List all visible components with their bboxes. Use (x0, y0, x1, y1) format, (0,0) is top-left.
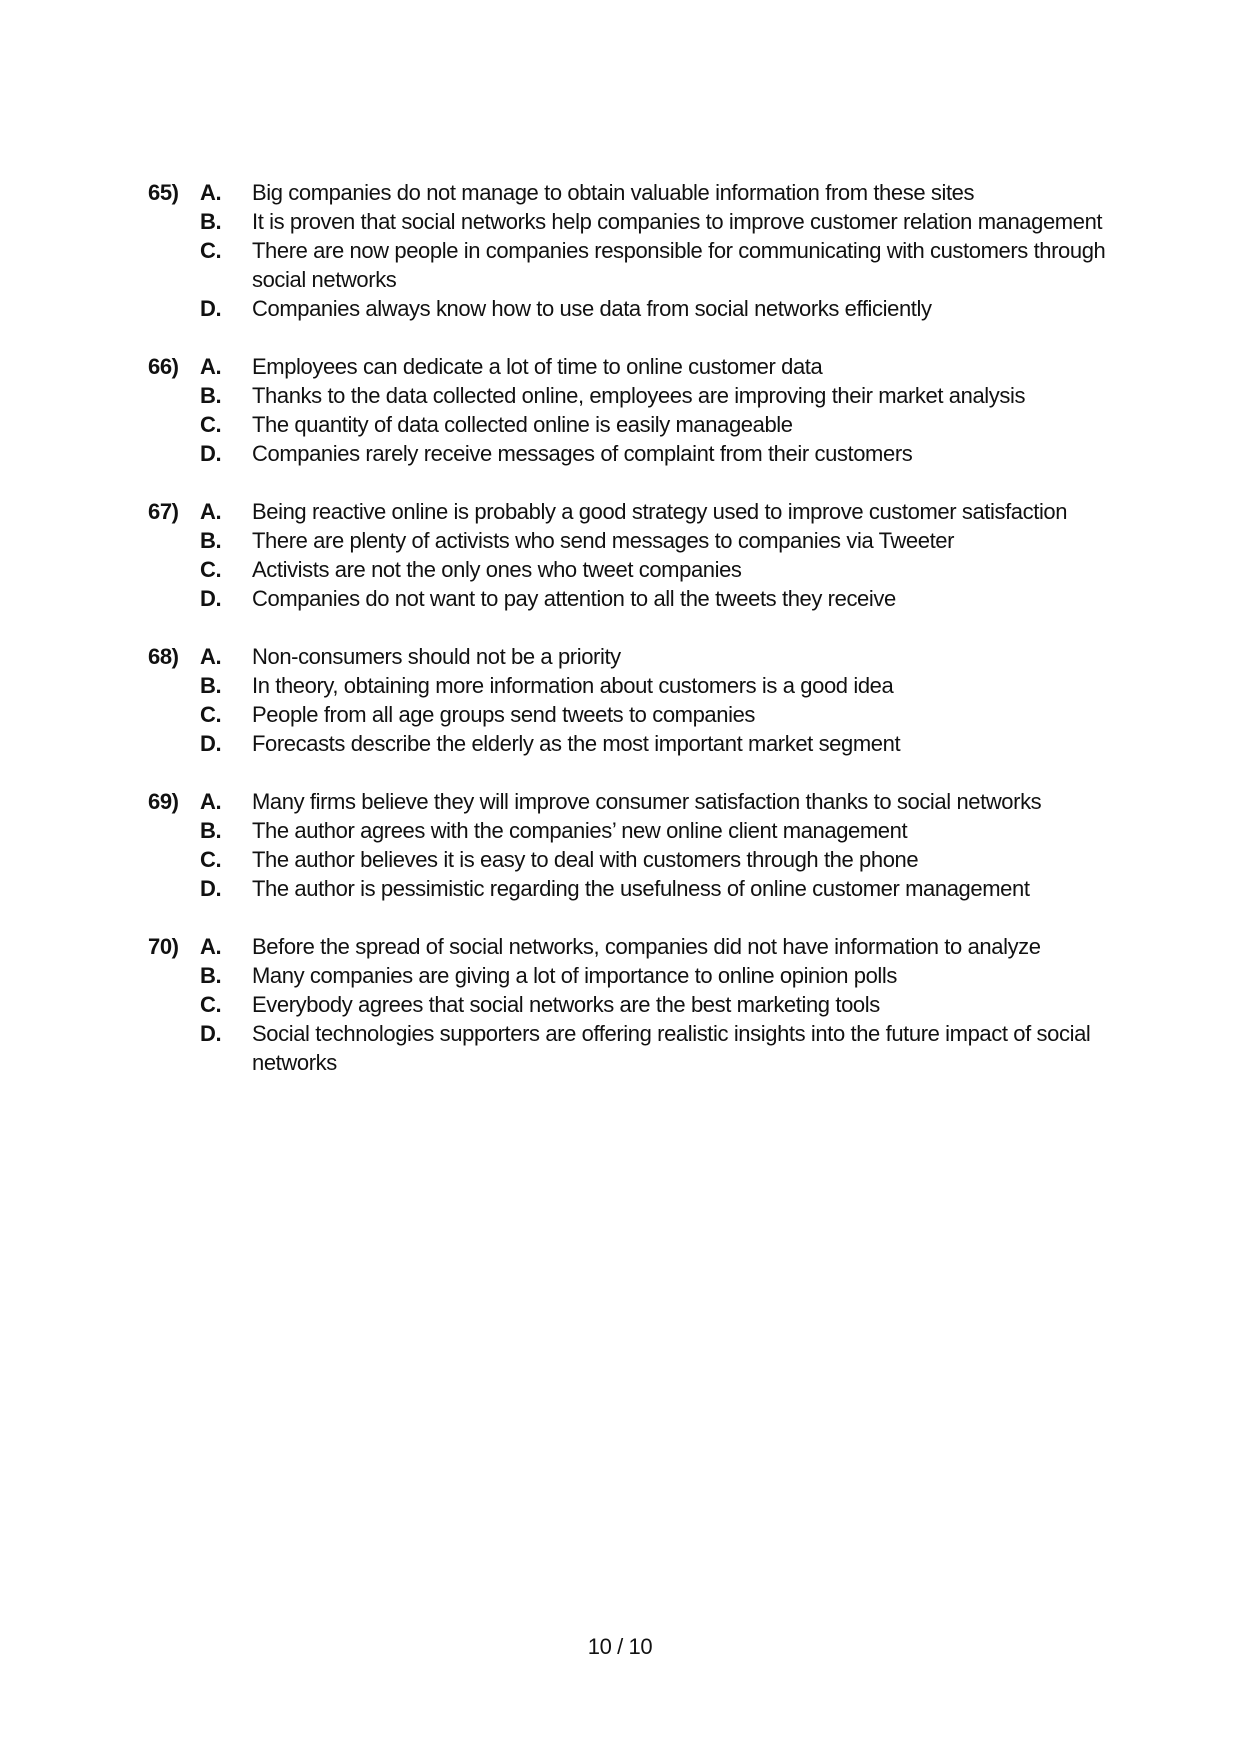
question-number: 65) (148, 180, 179, 205)
option-letter: A. (200, 644, 222, 669)
option-letter: C. (200, 238, 222, 263)
option-letter: C. (200, 847, 222, 872)
question-number: 66) (148, 354, 179, 379)
page-number: 10 / 10 (587, 1634, 653, 1659)
option-text: Before the spread of social networks, companies did not have information to analyze (252, 934, 1041, 959)
question-number: 70) (148, 934, 179, 959)
option-row (148, 990, 1108, 1019)
option-row (148, 381, 1108, 410)
option-letter: A. (200, 934, 222, 959)
option-text: People from all age groups send tweets to companies (252, 702, 756, 727)
option-row (148, 555, 1108, 584)
option-letter: B. (200, 528, 222, 553)
question-68 (148, 642, 1108, 758)
option-letter: B. (200, 209, 222, 234)
option-text: In theory, obtaining more information about customers is a good idea (252, 673, 894, 698)
option-row (148, 236, 1108, 294)
option-row (148, 874, 1108, 903)
option-text: Companies rarely receive messages of complaint from their customers (252, 441, 913, 466)
option-text: Non-consumers should not be a priority (252, 644, 621, 669)
option-row (148, 439, 1108, 468)
option-text: Companies always know how to use data from social networks efficiently (252, 296, 932, 321)
option-text: The quantity of data collected online is easily manageable (252, 412, 793, 437)
option-row (148, 961, 1108, 990)
option-text: The author agrees with the companies’ new online client management (252, 818, 908, 843)
option-letter: D. (200, 876, 222, 901)
option-text: The author is pessimistic regarding the usefulness of online customer management (252, 876, 1030, 901)
option-letter: B. (200, 383, 222, 408)
option-row (148, 497, 1108, 526)
option-letter: B. (200, 818, 222, 843)
option-row (148, 410, 1108, 439)
question-70 (148, 932, 1108, 1077)
option-text: Many companies are giving a lot of importance to online opinion polls (252, 963, 898, 988)
option-row (148, 787, 1108, 816)
option-text: Activists are not the only ones who tweet companies (252, 557, 742, 582)
option-row (148, 584, 1108, 613)
option-text: Companies do not want to pay attention to all the tweets they receive (252, 586, 896, 611)
option-text: Many firms believe they will improve consumer satisfaction thanks to social networks (252, 789, 1042, 814)
option-text: The author believes it is easy to deal with customers through the phone (252, 847, 919, 872)
option-text: Forecasts describe the elderly as the most important market segment (252, 731, 901, 756)
option-letter: C. (200, 992, 222, 1017)
question-66 (148, 352, 1108, 468)
question-number: 67) (148, 499, 179, 524)
option-letter: D. (200, 296, 222, 321)
option-letter: D. (200, 731, 222, 756)
option-letter: B. (200, 673, 222, 698)
question-number: 69) (148, 789, 179, 814)
option-text: Social technologies supporters are offering realistic insights into the future impact of social networks (252, 1021, 1091, 1075)
question-67 (148, 497, 1108, 613)
option-letter: A. (200, 180, 222, 205)
option-letter: A. (200, 789, 222, 814)
option-text: There are plenty of activists who send messages to companies via Tweeter (252, 528, 955, 553)
option-text: Being reactive online is probably a good strategy used to improve customer satisfaction (252, 499, 1068, 524)
option-row (148, 642, 1108, 671)
option-letter: C. (200, 412, 222, 437)
option-letter: D. (200, 1021, 222, 1046)
option-text: Big companies do not manage to obtain valuable information from these sites (252, 180, 975, 205)
option-text: Everybody agrees that social networks are the best marketing tools (252, 992, 880, 1017)
option-letter: A. (200, 499, 222, 524)
option-row (148, 816, 1108, 845)
option-row (148, 526, 1108, 555)
option-row (148, 178, 1108, 207)
option-letter: D. (200, 441, 222, 466)
option-row (148, 1019, 1108, 1077)
option-letter: C. (200, 702, 222, 727)
question-65 (148, 178, 1108, 323)
option-row (148, 932, 1108, 961)
option-letter: B. (200, 963, 222, 988)
question-list (148, 178, 1108, 1106)
option-text: There are now people in companies responsible for communicating with customers through social networks (252, 238, 1106, 292)
option-text: Thanks to the data collected online, employees are improving their market analysis (252, 383, 1026, 408)
option-letter: C. (200, 557, 222, 582)
option-row (148, 729, 1108, 758)
option-text: It is proven that social networks help companies to improve customer relation management (252, 209, 1103, 234)
option-row (148, 294, 1108, 323)
option-letter: D. (200, 586, 222, 611)
question-69 (148, 787, 1108, 903)
option-row (148, 671, 1108, 700)
option-row (148, 845, 1108, 874)
option-letter: A. (200, 354, 222, 379)
option-row (148, 207, 1108, 236)
option-text: Employees can dedicate a lot of time to online customer data (252, 354, 823, 379)
option-row (148, 700, 1108, 729)
question-number: 68) (148, 644, 179, 669)
option-row (148, 352, 1108, 381)
